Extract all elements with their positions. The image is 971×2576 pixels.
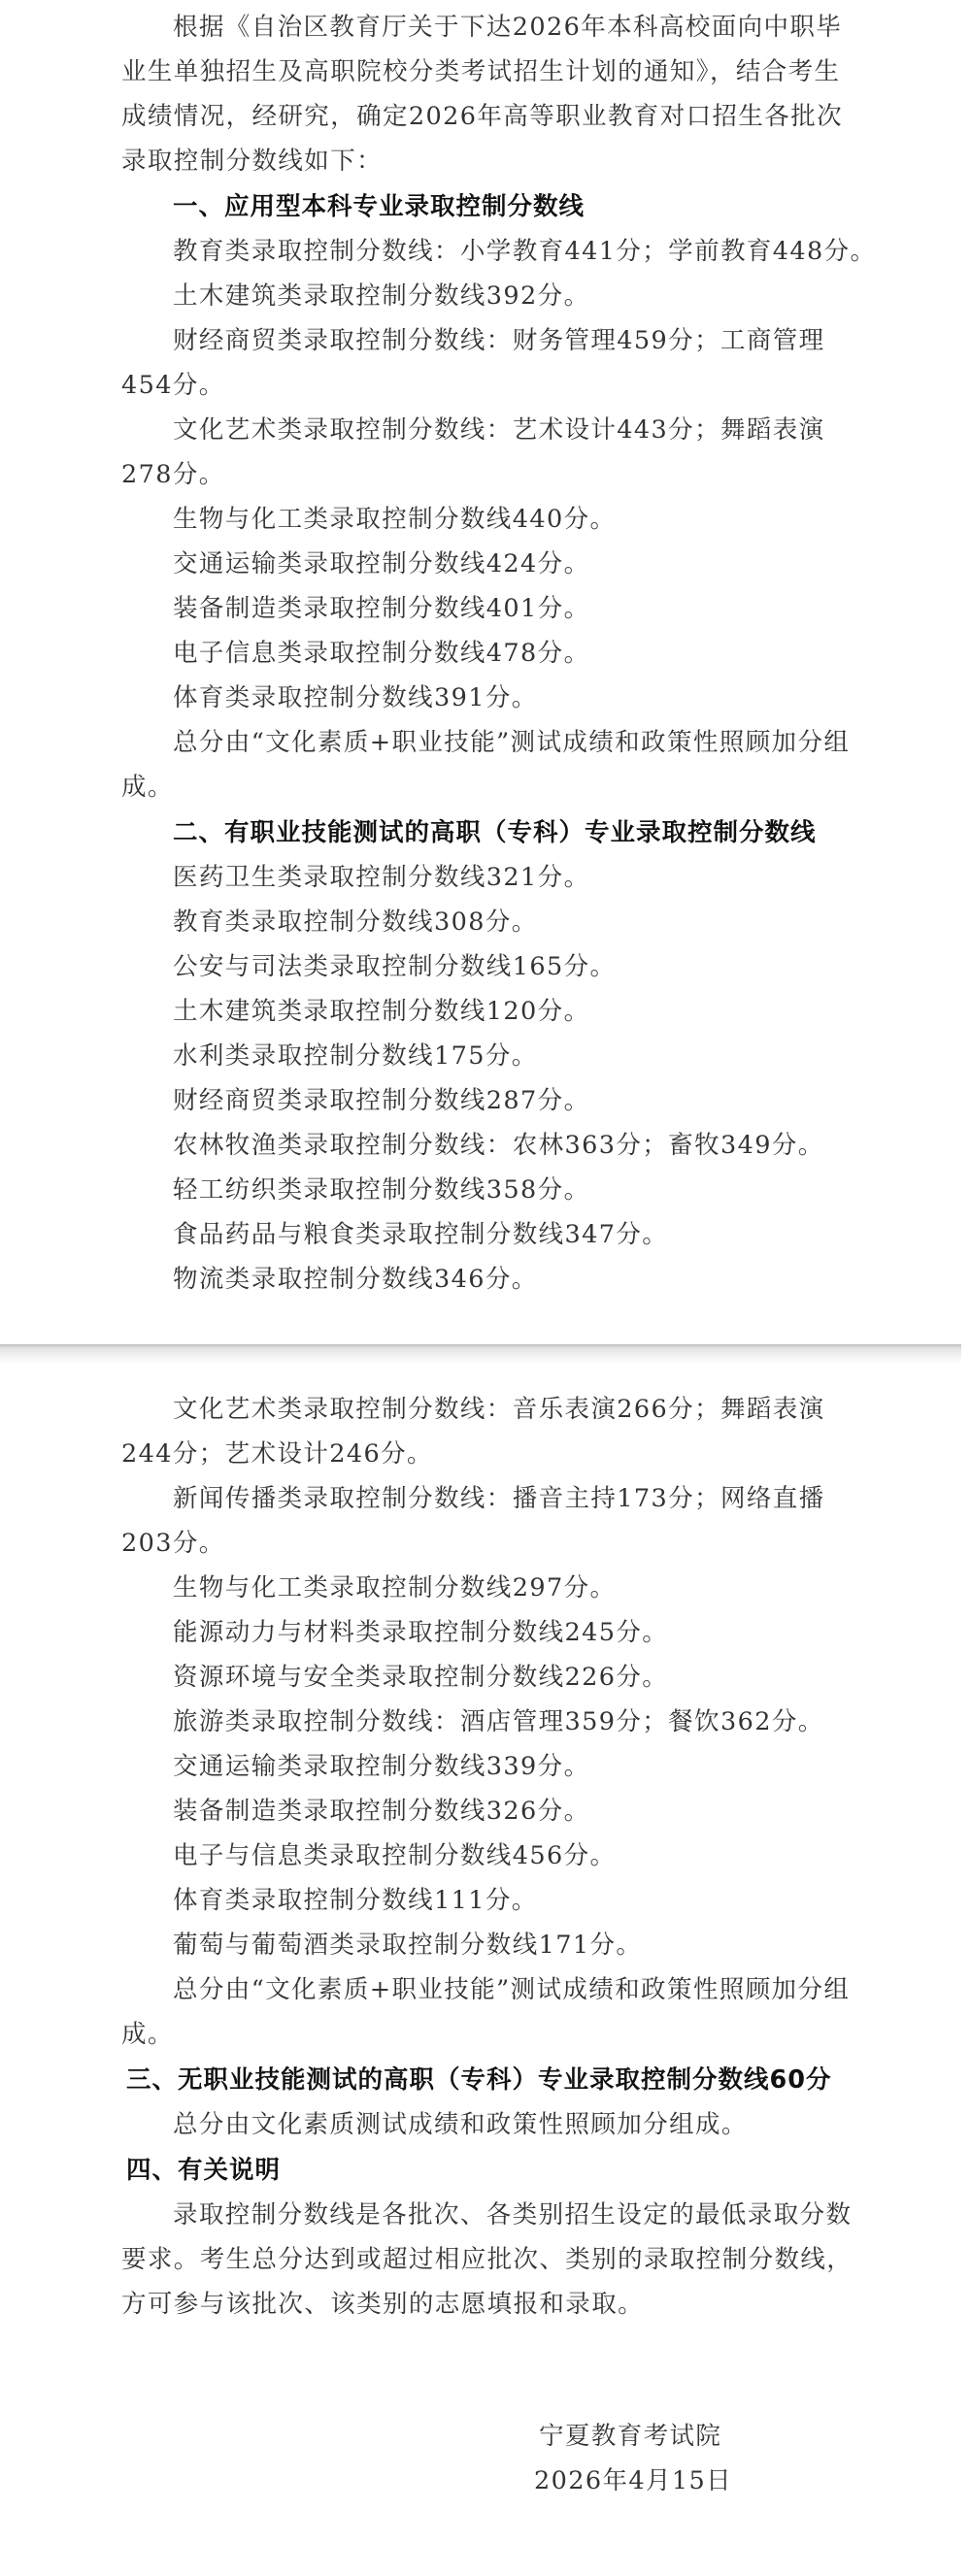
signature-org: 宁夏教育考试院 bbox=[539, 2422, 722, 2451]
text-line: 文化艺术类录取控制分数线：艺术设计443分；舞蹈表演 bbox=[173, 415, 825, 445]
section-heading-3: 三、无职业技能测试的高职（专科）专业录取控制分数线60分 bbox=[126, 2065, 832, 2095]
page-break-divider bbox=[0, 1344, 961, 1364]
text-line: 新闻传播类录取控制分数线：播音主持173分；网络直播 bbox=[173, 1484, 825, 1513]
text-line: 装备制造类录取控制分数线401分。 bbox=[173, 594, 590, 623]
text-line: 总分由“文化素质+职业技能”测试成绩和政策性照顾加分组 bbox=[173, 1975, 851, 2004]
text-line: 公安与司法类录取控制分数线165分。 bbox=[173, 952, 617, 981]
text-line: 278分。 bbox=[121, 460, 225, 489]
text-line: 生物与化工类录取控制分数线297分。 bbox=[173, 1573, 617, 1602]
text-line: 文化艺术类录取控制分数线：音乐表演266分；舞蹈表演 bbox=[173, 1395, 825, 1424]
text-line: 录取控制分数线是各批次、各类别招生设定的最低录取分数 bbox=[173, 2200, 853, 2229]
text-line: 454分。 bbox=[121, 371, 225, 400]
text-line: 电子与信息类录取控制分数线456分。 bbox=[173, 1841, 617, 1870]
text-line: 总分由“文化素质+职业技能”测试成绩和政策性照顾加分组 bbox=[173, 728, 851, 757]
text-line: 土木建筑类录取控制分数线392分。 bbox=[173, 281, 590, 311]
text-line: 方可参与该批次、该类别的志愿填报和录取。 bbox=[121, 2290, 645, 2319]
text-line: 轻工纺织类录取控制分数线358分。 bbox=[173, 1175, 590, 1205]
text-line: 体育类录取控制分数线111分。 bbox=[173, 1886, 538, 1915]
text-line: 资源环境与安全类录取控制分数线226分。 bbox=[173, 1663, 669, 1692]
text-line: 土木建筑类录取控制分数线120分。 bbox=[173, 997, 590, 1026]
text-line: 财经商贸类录取控制分数线：财务管理459分；工商管理 bbox=[173, 326, 825, 355]
section-heading-2: 二、有职业技能测试的高职（专科）专业录取控制分数线 bbox=[173, 818, 817, 847]
text-line: 成。 bbox=[121, 773, 174, 802]
intro-line: 业生单独招生及高职院校分类考试招生计划的通知》，结合考生 bbox=[121, 57, 841, 86]
text-line: 农林牧渔类录取控制分数线：农林363分；畜牧349分。 bbox=[173, 1131, 824, 1160]
text-line: 交通运输类录取控制分数线424分。 bbox=[173, 549, 590, 578]
intro-line: 成绩情况，经研究，确定2026年高等职业教育对口招生各批次 bbox=[121, 102, 843, 131]
signature-date: 2026年4月15日 bbox=[534, 2466, 733, 2495]
text-line: 体育类录取控制分数线391分。 bbox=[173, 683, 538, 712]
text-line: 医药卫生类录取控制分数线321分。 bbox=[173, 863, 590, 892]
section-heading-4: 四、有关说明 bbox=[126, 2156, 282, 2185]
text-line: 物流类录取控制分数线346分。 bbox=[173, 1265, 538, 1294]
text-line: 电子信息类录取控制分数线478分。 bbox=[173, 639, 590, 668]
text-line: 旅游类录取控制分数线：酒店管理359分；餐饮362分。 bbox=[173, 1707, 824, 1736]
text-line: 生物与化工类录取控制分数线440分。 bbox=[173, 505, 617, 534]
text-line: 244分；艺术设计246分。 bbox=[121, 1439, 433, 1469]
text-line: 水利类录取控制分数线175分。 bbox=[173, 1041, 538, 1071]
text-line: 总分由文化素质测试成绩和政策性照顾加分组成。 bbox=[173, 2110, 748, 2139]
text-line: 交通运输类录取控制分数线339分。 bbox=[173, 1752, 590, 1781]
text-line: 203分。 bbox=[121, 1529, 225, 1558]
text-line: 装备制造类录取控制分数线326分。 bbox=[173, 1797, 590, 1826]
text-line: 葡萄与葡萄酒类录取控制分数线171分。 bbox=[173, 1931, 643, 1960]
text-line: 财经商贸类录取控制分数线287分。 bbox=[173, 1086, 590, 1115]
intro-line: 录取控制分数线如下： bbox=[121, 147, 384, 176]
text-line: 要求。考生总分达到或超过相应批次、类别的录取控制分数线， bbox=[121, 2245, 854, 2274]
text-line: 能源动力与材料类录取控制分数线245分。 bbox=[173, 1618, 669, 1647]
text-line: 成。 bbox=[121, 2020, 174, 2049]
text-line: 食品药品与粮食类录取控制分数线347分。 bbox=[173, 1220, 669, 1249]
section-heading-1: 一、应用型本科专业录取控制分数线 bbox=[173, 192, 586, 221]
text-line: 教育类录取控制分数线：小学教育441分；学前教育448分。 bbox=[173, 237, 877, 266]
text-line: 教育类录取控制分数线308分。 bbox=[173, 908, 538, 937]
intro-line: 根据《自治区教育厅关于下达2026年本科高校面向中职毕 bbox=[173, 13, 843, 42]
document-page-2 bbox=[0, 1364, 961, 2576]
